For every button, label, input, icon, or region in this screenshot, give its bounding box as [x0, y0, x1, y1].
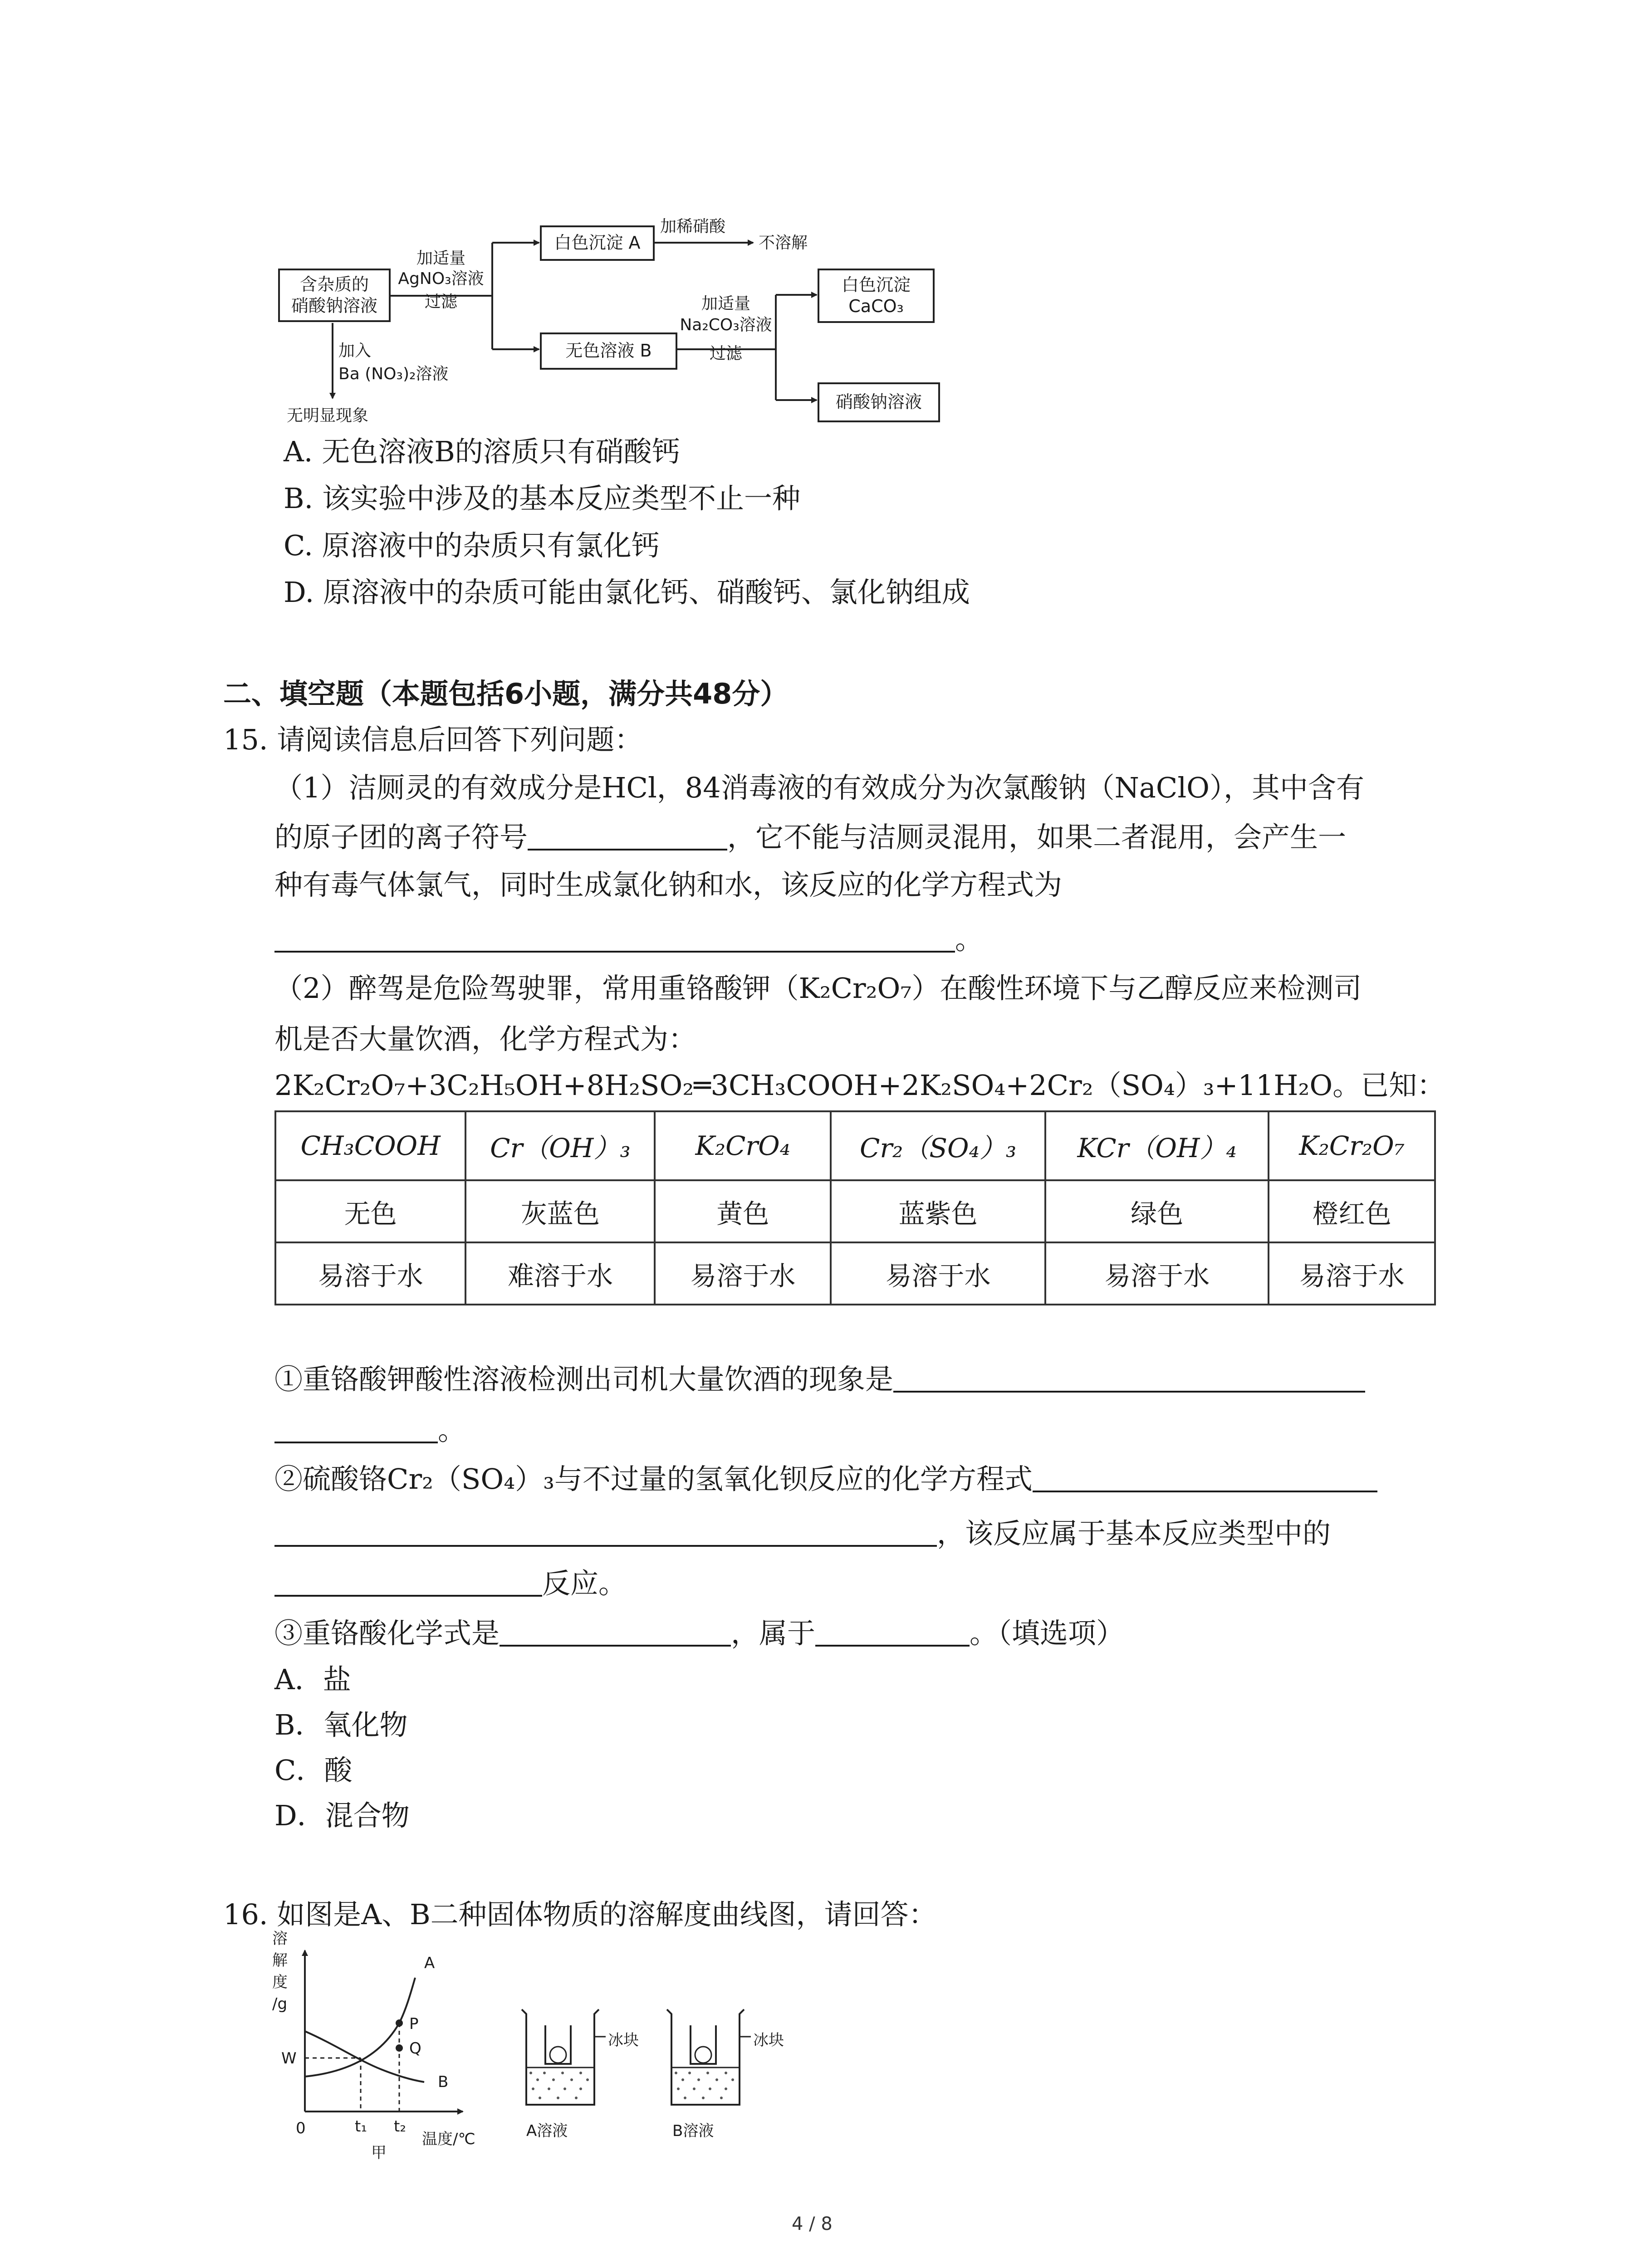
phenomenon-blank-1[interactable] — [893, 1391, 1365, 1393]
curve-a-label: A — [424, 1954, 435, 1972]
arrow2-label-line3: 过滤 — [709, 344, 742, 363]
add-ba-line2: Ba (NO₃)₂溶液 — [338, 365, 449, 384]
q15-sub1-text: ①重铬酸钾酸性溶液检测出司机大量饮酒的现象是 — [274, 1363, 894, 1396]
category-blank[interactable] — [815, 1645, 970, 1647]
no-change-label: 无明显现象 — [287, 406, 369, 425]
arrow2-label — [671, 294, 780, 364]
q14-option-b: B. 该实验中涉及的基本反应类型不止一种 — [284, 482, 800, 515]
q14-option-d: D. 原溶液中的杂质可能由氯化钙、硝酸钙、氯化钠组成 — [284, 576, 970, 609]
q14-option-a: A. 无色溶液B的溶质只有硝酸钙 — [284, 435, 680, 468]
arrow1-label-line1: 加适量 — [416, 249, 465, 268]
q15-p1-line4-end: 。 — [955, 923, 984, 956]
arrow2-label-line1: 加适量 — [701, 294, 750, 313]
table-cell: 易溶于水 — [831, 1242, 1045, 1305]
table-cell: 无色 — [275, 1180, 465, 1242]
solubility-graph — [268, 1932, 721, 2123]
equation-blank-1[interactable] — [274, 951, 955, 953]
q15-sub3 — [274, 1617, 1125, 1650]
insoluble-label: 不溶解 — [759, 234, 808, 252]
y-label-4: /g — [272, 1995, 288, 2013]
choice-d: D．混合物 — [274, 1799, 410, 1832]
table-header-cell: K₂Cr₂O₇ — [1269, 1111, 1435, 1180]
table-header-cell: K₂CrO₄ — [655, 1111, 831, 1180]
q15-p1-line2b: ，它不能与洁厕灵混用，如果二者混用，会产生一 — [727, 821, 1347, 854]
y-label-3: 度 — [272, 1973, 288, 1991]
table-row-color — [275, 1180, 1435, 1242]
table-cell: 蓝紫色 — [831, 1180, 1045, 1242]
q15-sub2-line3-end: 反应。 — [542, 1567, 627, 1600]
curve-b-label: B — [438, 2073, 449, 2091]
table-cell: 易溶于水 — [1269, 1242, 1435, 1305]
equation-blank-2[interactable] — [1033, 1491, 1377, 1492]
q15-p1-line2a: 的原子团的离子符号 — [274, 821, 528, 854]
table-cell: 易溶于水 — [1045, 1242, 1269, 1305]
q15-sub2-line1 — [274, 1462, 1377, 1496]
table-cell: 易溶于水 — [275, 1242, 465, 1305]
beaker-b — [662, 2005, 753, 2114]
q15-sub2-text: ②硫酸铬Cr₂（SO₄）₃与不过量的氢氧化钡反应的化学方程式 — [274, 1462, 1033, 1496]
origin-label: 0 — [296, 2119, 306, 2137]
arrow1-label-line3: 过滤 — [424, 293, 457, 312]
start-box — [278, 269, 391, 322]
q14-option-c: C. 原溶液中的杂质只有氯化钙 — [284, 529, 660, 562]
sodium-nitrate-box — [818, 382, 940, 422]
q15-p1-line1: （1）洁厕灵的有效成分是HCl，84消毒液的有效成分为次氯酸钠（NaClO），其中含有 — [274, 771, 1364, 804]
add-ba-label — [338, 341, 448, 384]
table-cell: 易溶于水 — [655, 1242, 831, 1305]
beaker-b-label: B溶液 — [672, 2122, 714, 2140]
q15-p1-line2 — [274, 821, 1347, 854]
caco3-box-line2: CaCO₃ — [848, 296, 904, 316]
page-number: 4 / 8 — [792, 2214, 833, 2234]
w-label: W — [281, 2049, 297, 2068]
choice-b: B．氧化物 — [274, 1708, 408, 1741]
start-box-line1: 含杂质的 — [299, 274, 369, 294]
beaker-a-label: A溶液 — [526, 2122, 568, 2140]
x-axis-label: 温度/℃ — [422, 2130, 475, 2148]
caco3-box — [818, 269, 935, 323]
q15-sub2-line2 — [274, 1517, 1331, 1550]
y-label-1: 溶 — [272, 1930, 288, 1948]
reaction-type-blank[interactable] — [274, 1595, 542, 1597]
dilute-acid-label: 加稀硝酸 — [660, 217, 726, 236]
beaker-a-ice-label: 冰块 — [608, 2031, 639, 2049]
property-table — [274, 1110, 1436, 1305]
graph-caption: 甲 — [371, 2144, 387, 2162]
table-header-cell: KCr（OH）₄ — [1045, 1111, 1269, 1180]
equation-blank-3[interactable] — [274, 1545, 937, 1547]
q15-p2-equation: 2K₂Cr₂O₇+3C₂H₅OH+8H₂SO₂═3CH₃COOH+2K₂SO₄+2Cr₂（SO₄）₃+11H₂O。已知： — [274, 1069, 1445, 1102]
q15-sub3-a: ③重铬酸化学式是 — [274, 1617, 500, 1650]
table-header-cell: Cr（OH）₃ — [465, 1111, 655, 1180]
table-cell: 难溶于水 — [465, 1242, 655, 1305]
point-q-label: Q — [409, 2039, 421, 2058]
beaker-b-ice-label: 冰块 — [753, 2031, 784, 2049]
y-label-2: 解 — [272, 1951, 288, 1970]
q15-sub2-line3 — [274, 1569, 627, 1598]
white-precipitate-a-label: 白色沉淀 A — [554, 233, 641, 253]
table-header-cell: CH₃COOH — [275, 1111, 465, 1180]
caco3-box-line1: 白色沉淀 — [841, 274, 911, 295]
q15-p1-line4 — [274, 923, 984, 956]
choice-a: A．盐 — [274, 1663, 351, 1696]
q15-p1-line3: 种有毒气体氯气，同时生成氯化钠和水，该反应的化学方程式为 — [274, 868, 1063, 901]
t1-label: t₁ — [355, 2117, 367, 2136]
q15-sub1 — [274, 1363, 1365, 1396]
ion-symbol-blank[interactable] — [528, 849, 727, 850]
table-cell: 黄色 — [655, 1180, 831, 1242]
table-header-row — [275, 1111, 1435, 1180]
choice-c: C．酸 — [274, 1754, 353, 1787]
table-cell: 橙红色 — [1269, 1180, 1435, 1242]
sodium-nitrate-label: 硝酸钠溶液 — [835, 392, 922, 412]
q15-sub2-line2-end: ，该反应属于基本反应类型中的 — [937, 1517, 1331, 1550]
point-q — [396, 2044, 403, 2052]
phenomenon-blank-2[interactable] — [274, 1442, 438, 1443]
q15-stem: 15. 请阅读信息后回答下列问题： — [223, 723, 643, 756]
arrow1-label-line2: AgNO₃溶液 — [398, 269, 484, 288]
q15-sub3-c: 。（填选项） — [970, 1617, 1125, 1650]
y-axis-label — [272, 1928, 288, 2015]
white-precipitate-a-box — [540, 225, 655, 261]
point-p-label: P — [409, 2015, 419, 2033]
colorless-solution-b-box — [540, 332, 677, 370]
point-p — [396, 2019, 403, 2027]
q15-p2-line1: （2）醉驾是危险驾驶罪，常用重铬酸钾（K₂Cr₂O₇）在酸性环境下与乙醇反应来检测司 — [274, 972, 1362, 1005]
q15-p2-line2: 机是否大量饮酒，化学方程式为： — [274, 1022, 697, 1056]
q15-sub1-end: 。 — [438, 1413, 466, 1447]
table-header-cell: Cr₂（SO₄）₃ — [831, 1111, 1045, 1180]
beaker-a — [517, 2005, 608, 2114]
q16-stem: 16. 如图是A、B二种固体物质的溶解度曲线图，请回答： — [223, 1898, 937, 1931]
table-cell: 灰蓝色 — [465, 1180, 655, 1242]
add-ba-line1: 加入 — [338, 342, 372, 360]
section2-title: 二、填空题（本题包括6小题，满分共48分） — [223, 677, 789, 710]
start-box-line2: 硝酸钠溶液 — [291, 296, 377, 316]
arrow2-label-line2: Na₂CO₃溶液 — [680, 316, 772, 335]
q15-sub1-line2 — [274, 1413, 466, 1447]
table-row-solubility — [275, 1242, 1435, 1305]
arrow1-label — [391, 249, 491, 312]
q15-sub3-b: ，属于 — [731, 1617, 816, 1650]
colorless-solution-b-label: 无色溶液 B — [565, 341, 652, 361]
formula-blank[interactable] — [500, 1645, 731, 1647]
table-cell: 绿色 — [1045, 1180, 1269, 1242]
t2-label: t₂ — [394, 2117, 406, 2136]
